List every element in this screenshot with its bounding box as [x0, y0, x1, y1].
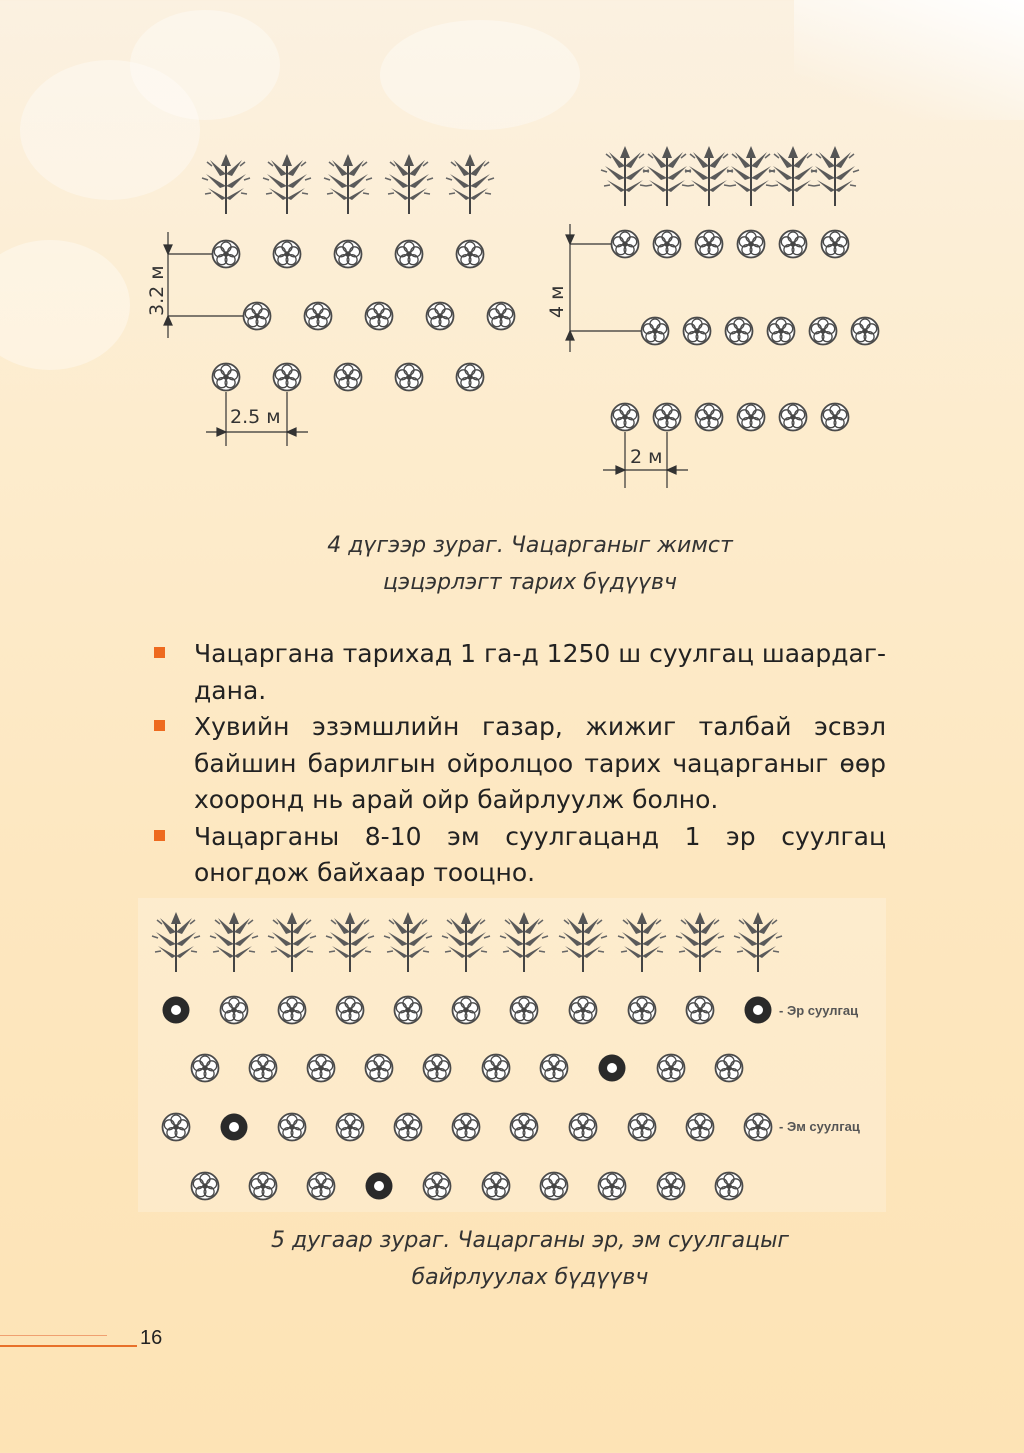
bullet-marker — [154, 720, 165, 731]
page-number: 16 — [140, 1327, 163, 1349]
caption-line: 4 дүгээр зураг. Чацарганыг жимст — [327, 533, 733, 558]
caption-line: байрлуулах бүдүүвч — [411, 1265, 649, 1290]
horizontal-dimension-label: 2.5 м — [230, 406, 281, 428]
caption-line: 5 дугаар зураг. Чацарганы эр, эм суулгацыг — [270, 1228, 789, 1253]
caption-line: цэцэрлэгт тарих бүдүүвч — [383, 570, 677, 595]
footer-rule — [0, 1345, 137, 1347]
legend-male-label: - Эр суулгац — [779, 1003, 859, 1018]
footer-rule — [0, 1335, 107, 1336]
figure4-caption — [0, 527, 1024, 601]
figure4-right-plants — [612, 231, 879, 431]
legend-female-label: - Эм суулгац — [779, 1119, 860, 1134]
bullet-item — [150, 636, 886, 709]
bullet-text: Чацарганы 8-10 эм суулгацанд 1 эр суулгац оногдож байхаар тооцно. — [194, 821, 886, 887]
figure4-right-trees — [601, 146, 859, 206]
bullet-item — [150, 709, 886, 819]
figure4-right-dimensions — [566, 224, 688, 488]
bullet-list — [150, 636, 886, 892]
vertical-dimension-label: 4 м — [546, 285, 568, 318]
bullet-text: Хувийн эзэмшлийн газар, жижиг талбай эсвэл байшин барилгын ойролцоо тарих чацарганыг өөр хооронд нь арай ойр байрлуулж болно. — [194, 712, 886, 814]
figure5-caption — [0, 1222, 1024, 1296]
bullet-text: Чацаргана тарихад 1 га-д 1250 ш суулгац шаардаг-дана. — [194, 639, 886, 705]
vertical-dimension-label: 3.2 м — [146, 265, 168, 316]
bullet-marker — [154, 830, 165, 841]
figure4-left-trees — [202, 154, 494, 214]
figure4-left-plants — [213, 241, 515, 391]
horizontal-dimension-label: 2 м — [630, 446, 663, 468]
bullet-item — [150, 819, 886, 892]
bullet-marker — [154, 647, 165, 658]
figure5-panel — [138, 898, 886, 1212]
